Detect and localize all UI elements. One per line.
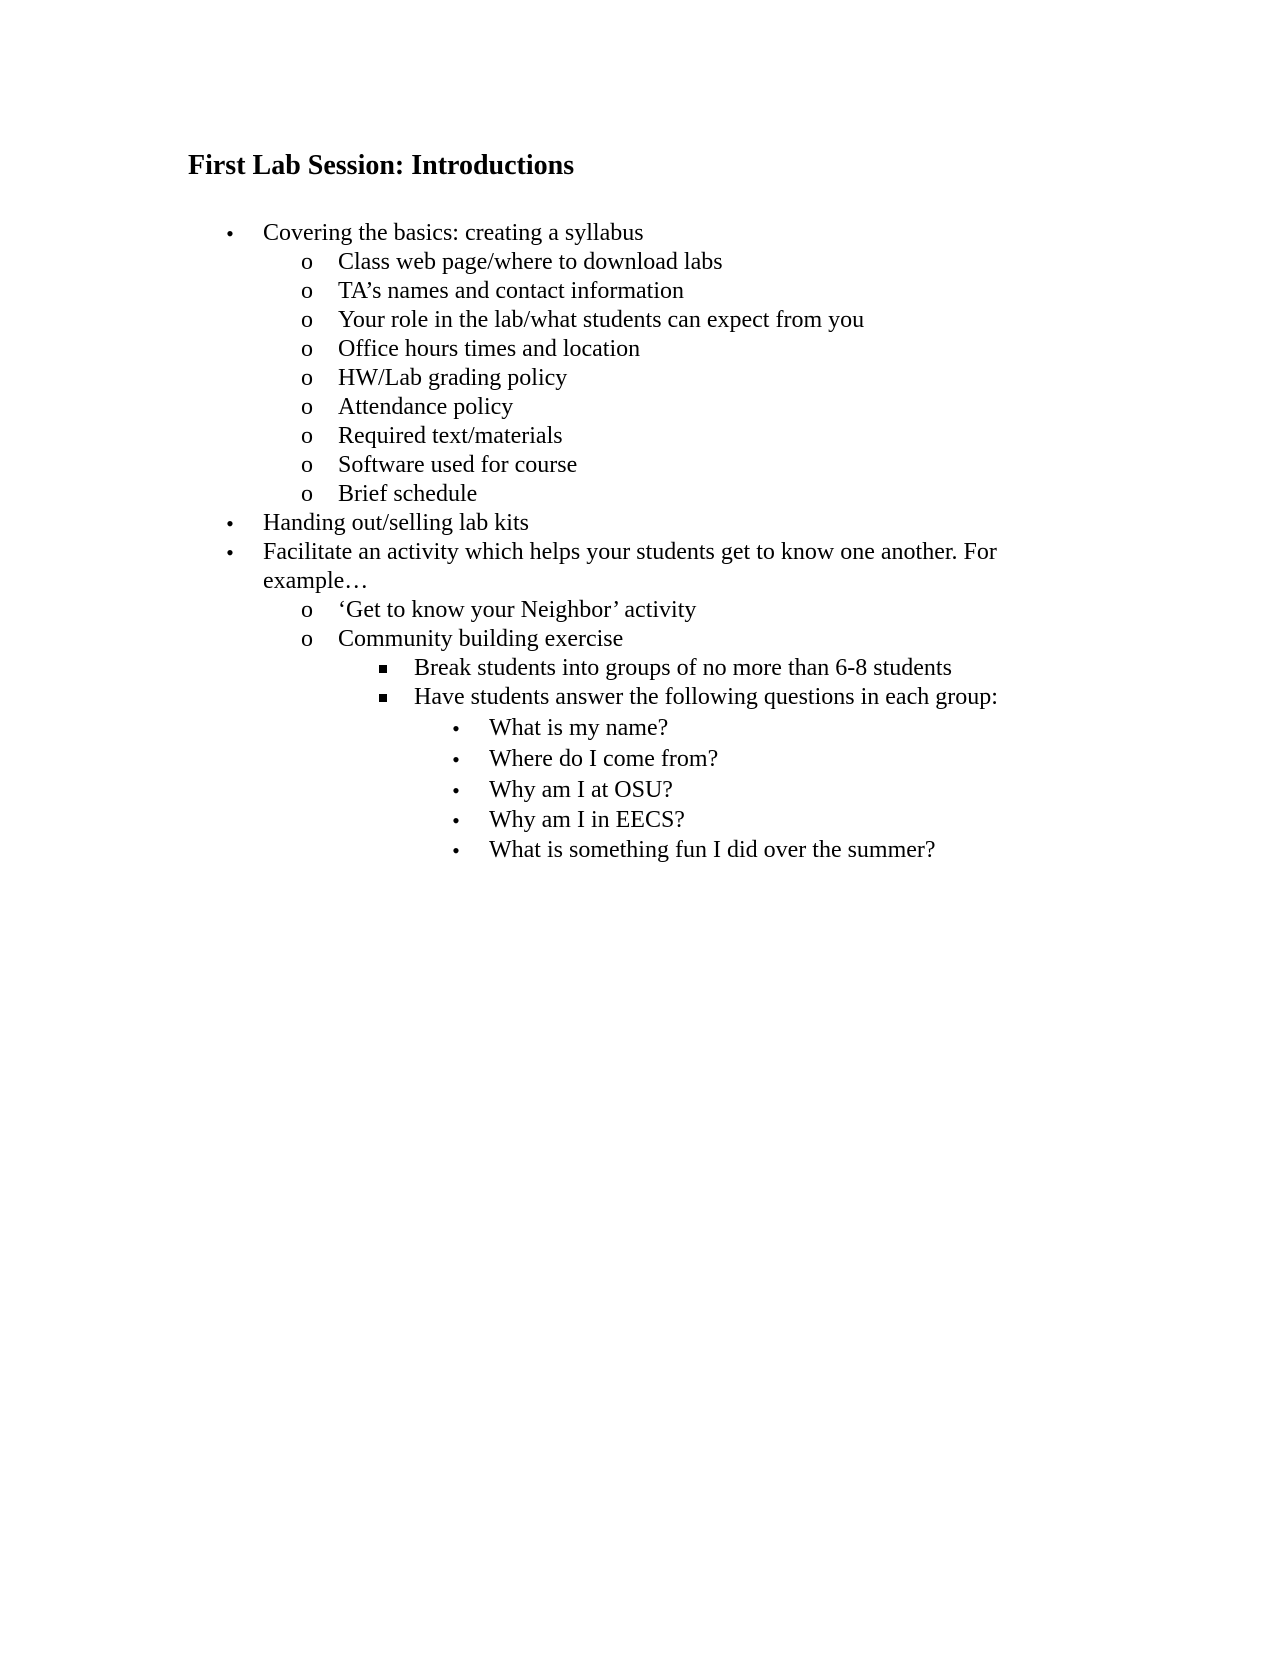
list-item: HW/Lab grading policy [338, 365, 568, 391]
list-item-covering-basics: Covering the basics: creating a syllabus [263, 220, 644, 246]
circle-marker: o [301, 249, 313, 275]
list-item: Class web page/where to download labs [338, 249, 723, 275]
list-item: ‘Get to know your Neighbor’ activity [338, 597, 697, 623]
bullet-marker: • [452, 716, 460, 741]
circle-marker: o [301, 481, 313, 507]
list-item-facilitate-activity: Facilitate an activity which helps your students get to know one another. For example… [263, 539, 997, 594]
question-item: Where do I come from? [489, 746, 719, 772]
question-item: Why am I at OSU? [489, 777, 673, 803]
list-item: Required text/materials [338, 423, 563, 449]
list-item: Attendance policy [338, 394, 514, 420]
list-item: Office hours times and location [338, 336, 641, 362]
bullet-marker: • [226, 511, 234, 536]
question-item: What is my name? [489, 715, 669, 741]
bullet-marker: • [452, 808, 460, 833]
bullet-marker: • [452, 838, 460, 863]
list-item: Software used for course [338, 452, 578, 478]
list-item: TA’s names and contact information [338, 278, 684, 304]
square-bullet-icon [379, 694, 387, 702]
circle-marker: o [301, 452, 313, 478]
circle-marker: o [301, 278, 313, 304]
list-item-lab-kits: Handing out/selling lab kits [263, 510, 529, 536]
list-item: Your role in the lab/what students can expect from you [338, 307, 865, 333]
circle-marker: o [301, 307, 313, 333]
circle-marker: o [301, 394, 313, 420]
circle-marker: o [301, 626, 313, 652]
list-item: Break students into groups of no more than 6-8 students [414, 655, 952, 681]
circle-marker: o [301, 336, 313, 362]
question-item: Why am I in EECS? [489, 807, 685, 833]
bullet-marker: • [452, 778, 460, 803]
circle-marker: o [301, 365, 313, 391]
square-bullet-icon [379, 665, 387, 673]
question-item: What is something fun I did over the summer? [489, 837, 936, 863]
bullet-marker: • [452, 747, 460, 772]
list-item: Have students answer the following questions in each group: [414, 684, 998, 710]
circle-marker: o [301, 423, 313, 449]
bullet-marker: • [226, 540, 234, 565]
list-item: Community building exercise [338, 626, 624, 652]
document-title: First Lab Session: Introductions [188, 150, 575, 181]
list-item: Brief schedule [338, 481, 478, 507]
bullet-marker: • [226, 221, 234, 246]
circle-marker: o [301, 597, 313, 623]
